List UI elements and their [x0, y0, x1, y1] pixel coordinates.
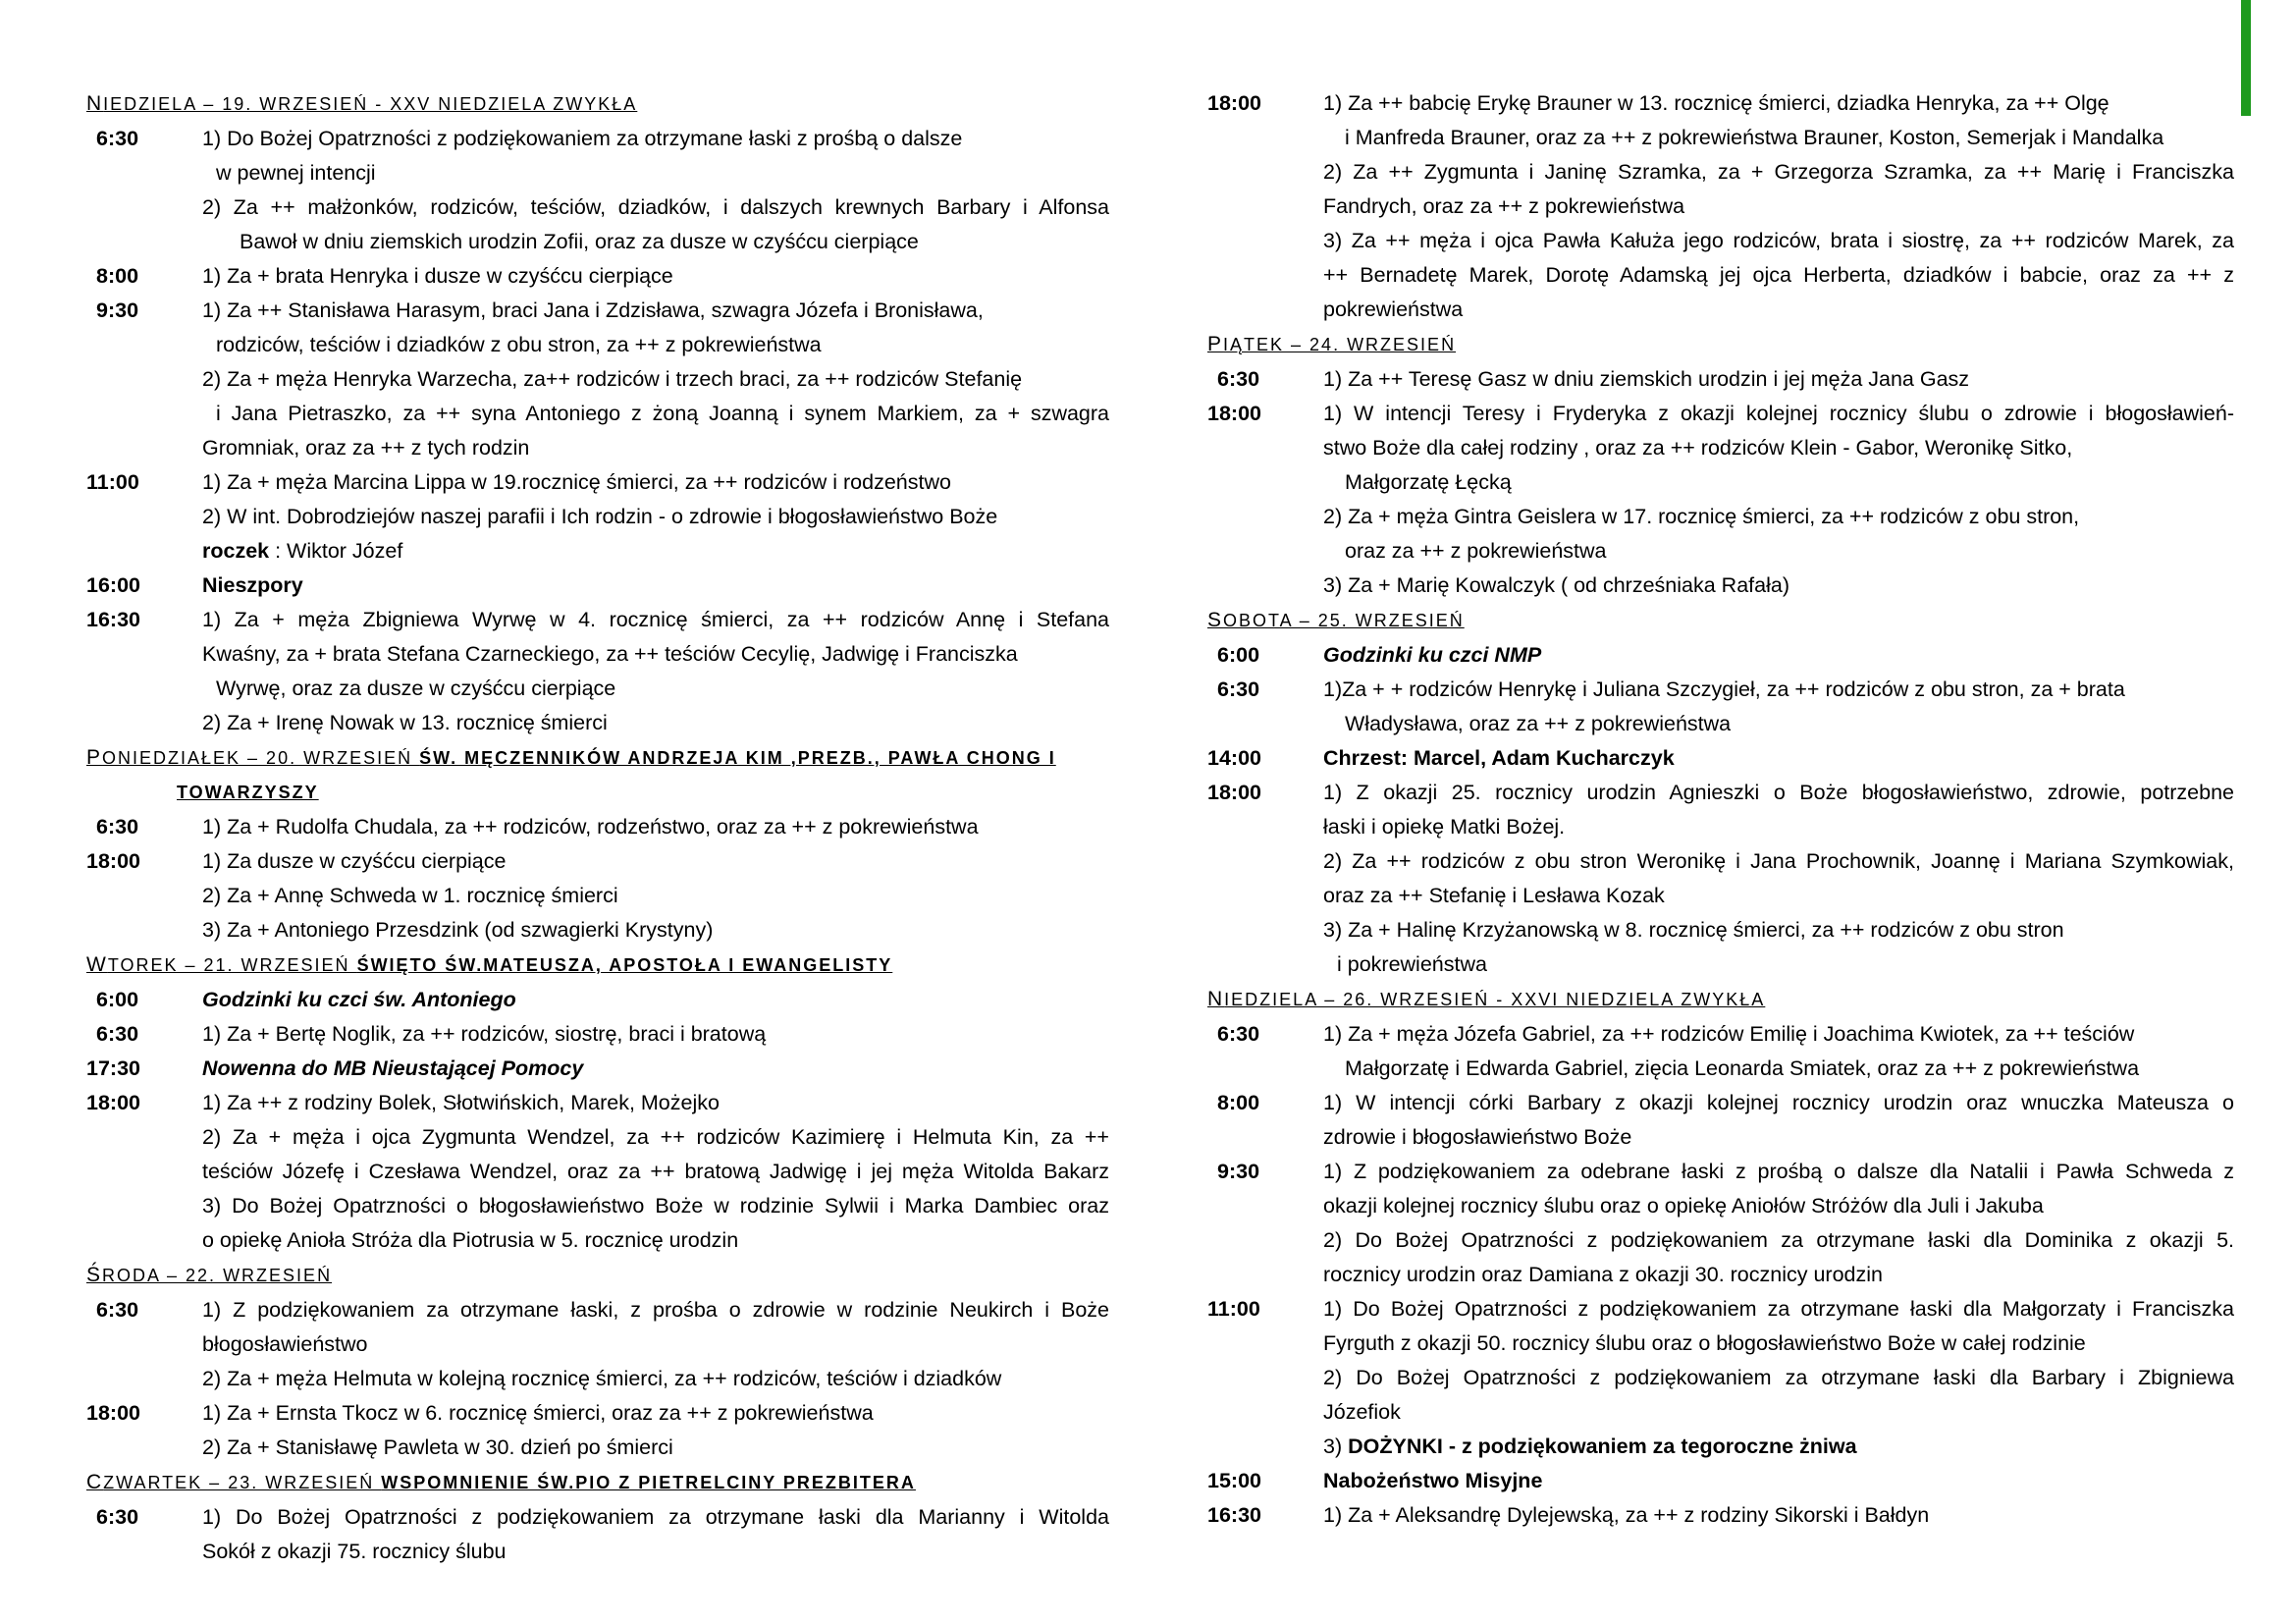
- intention-line: [202, 913, 1109, 947]
- intention-text: 1) Za dusze w czyśćcu cierpiące: [202, 849, 507, 873]
- intention-line: [202, 259, 1109, 294]
- mass-time: 8:00: [1217, 1091, 1260, 1114]
- intention-text: 2) Za + Stanisławę Pawleta w 30. dzień po śmierci: [202, 1435, 673, 1459]
- intention-text: 1) W intencji córki Barbary z okazji kolejnej rocznicy urodzin oraz wnuczka Mateusza o: [1323, 1091, 2234, 1114]
- intention-line: [202, 1293, 1109, 1327]
- mass-time: 16:00: [86, 573, 140, 597]
- header-text: S: [1207, 609, 1224, 631]
- mass-time: 16:30: [86, 608, 140, 631]
- mass-entry: [86, 1017, 1109, 1052]
- day-header: [86, 947, 1109, 983]
- mass-intentions: [202, 294, 1109, 465]
- mass-time: 18:00: [86, 1401, 140, 1425]
- intention-text: Sokół z okazji 75. rocznicy ślubu: [202, 1540, 507, 1563]
- mass-time: 11:00: [86, 470, 139, 494]
- intention-text: 2) Za + Annę Schweda w 1. rocznicę śmierci: [202, 884, 618, 907]
- intention-text: i Manfreda Brauner, oraz za ++ z pokrewieństwa Brauner, Koston, Semerjak i Mandalka: [1345, 126, 2164, 149]
- header-text: ŚW. MĘCZENNIKÓW ANDRZEJA KIM ,PREZB., PAWŁA CHONG I: [419, 748, 1056, 768]
- mass-time: 6:30: [96, 1505, 139, 1529]
- mass-time: 14:00: [1207, 746, 1261, 770]
- mass-entry: [86, 1396, 1109, 1465]
- header-text: P: [86, 746, 103, 769]
- right-column: [1207, 86, 2234, 1533]
- mass-intentions: [1323, 741, 2234, 776]
- mass-intentions: [202, 1086, 1109, 1258]
- mass-time: 18:00: [86, 1091, 140, 1114]
- mass-entry: [86, 983, 1109, 1017]
- mass-time: 18:00: [1207, 402, 1261, 425]
- header-text: IEDZIELA – 26. WRZESIEŃ - XXVI NIEDZIELA ZWYKŁA: [1224, 990, 1766, 1009]
- intention-line: [202, 879, 1109, 913]
- day-header: [1207, 327, 2234, 362]
- mass-entry: [1207, 1464, 2234, 1498]
- intention-line: [202, 1500, 1109, 1535]
- mass-time: 6:30: [96, 127, 139, 150]
- intention-line: [202, 362, 1109, 397]
- intention-text: 2) W int. Dobrodziejów naszej parafii i Ich rodzin - o zdrowie i błogosławieństwo Boże: [202, 505, 998, 528]
- mass-time: 9:30: [96, 298, 139, 322]
- intention-line: [1323, 293, 2234, 327]
- mass-intentions: [1323, 86, 2234, 327]
- mass-time: 15:00: [1207, 1469, 1261, 1492]
- mass-intentions: [1323, 1017, 2234, 1086]
- intention-line: [202, 1017, 1109, 1052]
- intention-text: Nowenna do MB Nieustającej Pomocy: [202, 1056, 584, 1080]
- header-text: OBOTA – 25. WRZESIEŃ: [1223, 611, 1465, 630]
- intention-line: [1323, 1292, 2234, 1326]
- header-text: IEDZIELA – 19. WRZESIEŃ - XXV NIEDZIELA ZWYKŁA: [103, 94, 638, 114]
- intention-text: 2) Za + Irenę Nowak w 13. rocznicę śmierci: [202, 711, 608, 734]
- mass-time: 6:00: [96, 988, 139, 1011]
- header-text: P: [1207, 333, 1224, 355]
- intention-line: [1323, 224, 2234, 258]
- header-text: RODA – 22. WRZESIEŃ: [102, 1266, 333, 1285]
- intention-text: 1) Za ++ babcię Erykę Brauner w 13. rocznicę śmierci, dziadka Henryka, za ++ Olgę: [1323, 91, 2109, 115]
- mass-entry: [1207, 1498, 2234, 1533]
- mass-entry: [86, 122, 1109, 259]
- intention-text: 1) Za ++ Teresę Gasz w dniu ziemskich urodzin i jej męża Jana Gasz: [1323, 367, 1970, 391]
- header-text: N: [86, 92, 104, 115]
- intention-text: 2) Za + męża Gintra Geislera w 17. rocznicę śmierci, za ++ rodziców z obu stron,: [1323, 505, 2080, 528]
- mass-intentions: [202, 1500, 1109, 1569]
- intention-text: 1) Za + brata Henryka i dusze w czyśćcu cierpiące: [202, 264, 673, 288]
- mass-entry: [86, 603, 1109, 740]
- mass-time: 6:00: [1217, 643, 1260, 667]
- header-text: TOREK – 21. WRZESIEŃ: [107, 955, 357, 975]
- intention-line: [202, 225, 1109, 259]
- intention-text: Małgorzatę Łęcką: [1345, 470, 1512, 494]
- mass-intentions: [1323, 638, 2234, 673]
- mass-entry: [1207, 1292, 2234, 1464]
- day-header: [86, 1258, 1109, 1293]
- mass-entry: [86, 1052, 1109, 1086]
- intention-line: [1323, 1361, 2234, 1395]
- intention-text: 2) Za ++ Zygmunta i Janinę Szramka, za + Grzegorza Szramka, za ++ Marię i Franciszka: [1323, 160, 2234, 184]
- mass-time: 16:30: [1207, 1503, 1261, 1527]
- intention-line: [1323, 362, 2234, 397]
- header-text: ONIEDZIAŁEK – 20. WRZESIEŃ: [102, 748, 420, 768]
- mass-intentions: [202, 603, 1109, 740]
- mass-time: 6:30: [96, 1298, 139, 1322]
- intention-line: [1323, 86, 2234, 121]
- intention-line: [1323, 155, 2234, 189]
- intention-text: 2) Za ++ rodziców z obu stron Weronikę i Jana Prochownik, Joannę i Mariana Szymkowiak,: [1323, 849, 2234, 873]
- mass-time: 8:00: [96, 264, 139, 288]
- mass-time: 6:30: [1217, 1022, 1260, 1046]
- intention-text: 1) Z okazji 25. rocznicy urodzin Agnieszki o Boże błogosławieństwo, zdrowie, potrzebne: [1323, 781, 2234, 804]
- intention-text: 1) Za + męża Marcina Lippa w 19.rocznicę śmierci, za ++ rodziców i rodzeństwo: [202, 470, 951, 494]
- intention-line: [1323, 1052, 2234, 1086]
- mass-time: 6:30: [96, 1022, 139, 1046]
- intention-text: błogosławieństwo: [202, 1332, 368, 1356]
- intention-text: łaski i opiekę Matki Bożej.: [1323, 815, 1566, 839]
- intention-line: [202, 983, 1109, 1017]
- intention-line: [202, 810, 1109, 844]
- intention-text: 2) Do Bożej Opatrzności z podziękowaniem za otrzymane łaski dla Barbary i Zbigniewa: [1323, 1366, 2234, 1389]
- intention-text: stwo Boże dla całej rodziny , oraz za ++ rodziców Klein - Gabor, Weronikę Sitko,: [1323, 436, 2073, 460]
- intention-line: [202, 1189, 1109, 1223]
- intention-text: Małgorzatę i Edwarda Gabriel, zięcia Leonarda Smiatek, oraz za ++ z pokrewieństwa: [1345, 1056, 2140, 1080]
- intention-line: [202, 190, 1109, 225]
- mass-time: 18:00: [1207, 781, 1261, 804]
- mass-time: 18:00: [86, 849, 140, 873]
- mass-time: 9:30: [1217, 1160, 1260, 1183]
- intention-line: [1323, 1395, 2234, 1430]
- intention-text: 1) Za + Ernsta Tkocz w 6. rocznicę śmierci, oraz za ++ z pokrewieństwa: [202, 1401, 874, 1425]
- mass-entry: [1207, 741, 2234, 776]
- intention-line: [1323, 707, 2234, 741]
- mass-intentions: [1323, 776, 2234, 982]
- intention-line: [202, 431, 1109, 465]
- mass-entry: [1207, 638, 2234, 673]
- left-column: [86, 86, 1109, 1569]
- mass-entry: [86, 844, 1109, 947]
- intention-text: Fandrych, oraz za ++ z pokrewieństwa: [1323, 194, 1685, 218]
- intention-line: [1323, 879, 2234, 913]
- intention-line: [202, 1431, 1109, 1465]
- intention-text: okazji kolejnej rocznicy ślubu oraz o opiekę Aniołów Stróżów dla Juli i Jakuba: [1323, 1194, 2044, 1218]
- mass-time: 17:30: [86, 1056, 140, 1080]
- intention-line: [202, 844, 1109, 879]
- mass-intentions: [1323, 362, 2234, 397]
- intention-text: 2) Za ++ małżonków, rodziców, teściów, dziadków, i dalszych krewnych Barbary i Alfonsa: [202, 195, 1109, 219]
- intention-text: ++ Bernadetę Marek, Dorotę Adamską jej ojca Herberta, dziadków i babcie, oraz za ++ z: [1323, 263, 2234, 287]
- intention-text: oraz za ++ Stefanię i Lesława Kozak: [1323, 884, 1665, 907]
- intention-text: 3) Do Bożej Opatrzności o błogosławieństwo Boże w rodzinie Sylwii i Marka Dambiec oraz: [202, 1194, 1109, 1218]
- mass-entry: [86, 294, 1109, 465]
- intention-line: [1323, 1498, 2234, 1533]
- day-header: [86, 1465, 1109, 1500]
- intention-text: pokrewieństwa: [1323, 298, 1464, 321]
- day-header: [86, 776, 1109, 810]
- intention-line: [1323, 1155, 2234, 1189]
- intention-line: [1323, 568, 2234, 603]
- intention-line: [202, 1155, 1109, 1189]
- mass-time: 11:00: [1207, 1297, 1260, 1321]
- intention-text: 1) Z podziękowaniem za odebrane łaski z prośbą o dalsze dla Natalii i Pawła Schweda z: [1323, 1160, 2234, 1183]
- day-header: [86, 740, 1109, 776]
- intention-line: [202, 156, 1109, 190]
- intention-text: 3) Za + Marię Kowalczyk ( od chrześniaka Rafała): [1323, 573, 1789, 597]
- mass-intentions: [1323, 1086, 2234, 1155]
- mass-entry: [1207, 673, 2234, 741]
- intention-text: 1) Do Bożej Opatrzności z podziękowaniem za otrzymane łaski dla Małgorzaty i Franciszka: [1323, 1297, 2234, 1321]
- intention-line: [1323, 741, 2234, 776]
- mass-time: 6:30: [1217, 367, 1260, 391]
- intention-line: [1323, 1464, 2234, 1498]
- intention-text: 1) W intencji Teresy i Fryderyka z okazji kolejnej rocznicy ślubu o zdrowie i błogosławień-: [1323, 402, 2234, 425]
- intention-text: 1) Za + męża Zbigniewa Wyrwę w 4. rocznicę śmierci, za ++ rodziców Annę i Stefana: [202, 608, 1109, 631]
- mass-entry: [1207, 362, 2234, 397]
- intention-text: Kwaśny, za + brata Stefana Czarneckiego, za ++ teściów Cecylię, Jadwigę i Franciszka: [202, 642, 1018, 666]
- intention-text: Nieszpory: [202, 573, 303, 597]
- header-text: ŚWIĘTO ŚW.MATEUSZA, APOSTOŁA I EWANGELISTY: [356, 955, 893, 975]
- intention-line: [1323, 121, 2234, 155]
- intention-line: [1323, 1086, 2234, 1120]
- mass-entry: [1207, 397, 2234, 603]
- intention-line: [202, 603, 1109, 637]
- intention-line: [1323, 1258, 2234, 1292]
- intention-text: i pokrewieństwa: [1337, 952, 1487, 976]
- intention-text: 1) Za + Rudolfa Chudala, za ++ rodziców, rodzeństwo, oraz za ++ z pokrewieństwa: [202, 815, 979, 839]
- intention-text: DOŻYNKI - z podziękowaniem za tegoroczne żniwa: [1348, 1435, 1857, 1458]
- intention-text: 1) Do Bożej Opatrzności z podziękowaniem za otrzymane łaski z prośbą o dalsze: [202, 127, 963, 150]
- intention-line: [202, 1052, 1109, 1086]
- mass-intentions: [1323, 397, 2234, 603]
- mass-intentions: [1323, 1155, 2234, 1292]
- intention-line: [202, 706, 1109, 740]
- intention-line: [1323, 638, 2234, 673]
- intention-line: [202, 637, 1109, 672]
- intention-text: Gromniak, oraz za ++ z tych rodzin: [202, 436, 530, 460]
- intention-text: 1) Za ++ Stanisława Harasym, braci Jana i Zdzisława, szwagra Józefa i Bronisława,: [202, 298, 984, 322]
- intention-text: Wyrwę, oraz za dusze w czyśćcu cierpiące: [216, 677, 616, 700]
- header-text: IĄTEK – 24. WRZESIEŃ: [1223, 335, 1457, 354]
- intention-line: [1323, 534, 2234, 568]
- intention-text: 3): [1323, 1435, 1349, 1458]
- mass-intentions: [202, 810, 1109, 844]
- intention-text: 2) Za + męża Henryka Warzecha, za++ rodziców i trzech braci, za ++ rodziców Stefanię: [202, 367, 1023, 391]
- intention-text: 2) Za + męża Helmuta w kolejną rocznicę śmierci, za ++ rodziców, teściów i dziadków: [202, 1367, 1002, 1390]
- header-text: TOWARZYSZY: [177, 783, 319, 802]
- intention-text: 1) Za ++ z rodziny Bolek, Słotwińskich, Marek, Możejko: [202, 1091, 720, 1114]
- intention-line: [1323, 189, 2234, 224]
- intention-line: [202, 1396, 1109, 1431]
- intention-line: [202, 534, 1109, 568]
- mass-intentions: [202, 122, 1109, 259]
- intention-text: Józefiok: [1323, 1400, 1401, 1424]
- intention-text: 2) Do Bożej Opatrzności z podziękowaniem za otrzymane łaski dla Dominika z okazji 5.: [1323, 1228, 2234, 1252]
- green-accent-bar: [2241, 0, 2251, 116]
- intention-text: 1) Za + Aleksandrę Dylejewską, za ++ z rodziny Sikorski i Bałdyn: [1323, 1503, 1930, 1527]
- intention-line: [202, 397, 1109, 431]
- intention-line: [1323, 673, 2234, 707]
- intention-text: Chrzest: Marcel, Adam Kucharczyk: [1323, 746, 1675, 770]
- mass-entry: [86, 568, 1109, 603]
- intention-text: 1) Z podziękowaniem za otrzymane łaski, z prośba o zdrowie w rodzinie Neukirch i Boże: [202, 1298, 1109, 1322]
- intention-line: [202, 1362, 1109, 1396]
- intention-text: o opiekę Anioła Stróża dla Piotrusia w 5. rocznicę urodzin: [202, 1228, 739, 1252]
- mass-entry: [1207, 1086, 2234, 1155]
- mass-entry: [86, 259, 1109, 294]
- intention-line: [1323, 810, 2234, 844]
- intention-line: [1323, 947, 2234, 982]
- intention-line: [1323, 500, 2234, 534]
- mass-intentions: [202, 1396, 1109, 1465]
- intention-text: teściów Józefę i Czesława Wendzel, oraz za ++ bratową Jadwigę i jej męża Witolda Bakarz: [202, 1160, 1109, 1183]
- mass-time: 6:30: [1217, 677, 1260, 701]
- day-header: [1207, 603, 2234, 638]
- mass-intentions: [202, 1293, 1109, 1396]
- mass-intentions: [202, 465, 1109, 568]
- mass-intentions: [202, 1017, 1109, 1052]
- intention-text: rocznicy urodzin oraz Damiana z okazji 30. rocznicy urodzin: [1323, 1263, 1883, 1286]
- intention-line: [1323, 1430, 2234, 1464]
- intention-text: 1)Za + + rodziców Henrykę i Juliana Szczygieł, za ++ rodziców z obu stron, za + brata: [1323, 677, 2125, 701]
- intention-text: 3) Za ++ męża i ojca Pawła Kałuża jego rodziców, brata i siostrę, za ++ rodziców Marek, za: [1323, 229, 2234, 252]
- intention-text: 3) Za + Antoniego Przesdzink (od szwagierki Krystyny): [202, 918, 714, 942]
- intention-text: Nabożeństwo Misyjne: [1323, 1469, 1543, 1492]
- intention-line: [1323, 431, 2234, 465]
- header-text: ZWARTEK – 23. WRZESIEŃ: [103, 1473, 382, 1492]
- intention-text: oraz za ++ z pokrewieństwa: [1345, 539, 1607, 563]
- header-text: N: [1207, 988, 1225, 1010]
- intention-line: [1323, 844, 2234, 879]
- mass-intentions: [1323, 1292, 2234, 1464]
- intention-line: [202, 1120, 1109, 1155]
- intention-text: Godzinki ku czci św. Antoniego: [202, 988, 516, 1011]
- intention-text: roczek: [202, 539, 270, 563]
- mass-intentions: [202, 983, 1109, 1017]
- mass-intentions: [1323, 673, 2234, 741]
- mass-entry: [1207, 86, 2234, 327]
- intention-line: [1323, 397, 2234, 431]
- intention-line: [1323, 258, 2234, 293]
- intention-text: zdrowie i błogosławieństwo Boże: [1323, 1125, 1632, 1149]
- intention-line: [202, 1223, 1109, 1258]
- mass-entry: [1207, 1155, 2234, 1292]
- mass-entry: [86, 1500, 1109, 1569]
- header-text: WSPOMNIENIE ŚW.PIO Z PIETRELCINY PREZBITERA: [381, 1473, 916, 1492]
- mass-intentions: [1323, 1498, 2234, 1533]
- intention-line: [202, 328, 1109, 362]
- intention-text: : Wiktor Józef: [269, 539, 403, 563]
- mass-entry: [86, 465, 1109, 568]
- mass-time: 18:00: [1207, 91, 1261, 115]
- intention-line: [1323, 1120, 2234, 1155]
- intention-line: [202, 1086, 1109, 1120]
- intention-line: [202, 1535, 1109, 1569]
- intention-line: [1323, 465, 2234, 500]
- intention-text: 3) Za + Halinę Krzyżanowską w 8. rocznicę śmierci, za ++ rodziców z obu stron: [1323, 918, 2064, 942]
- day-header: [86, 86, 1109, 122]
- mass-intentions: [202, 259, 1109, 294]
- intention-line: [202, 1327, 1109, 1362]
- mass-intentions: [1323, 1464, 2234, 1498]
- mass-intentions: [202, 844, 1109, 947]
- intention-line: [1323, 1223, 2234, 1258]
- intention-text: 1) Za + Bertę Noglik, za ++ rodziców, siostrę, braci i bratową: [202, 1022, 767, 1046]
- intention-text: rodziców, teściów i dziadków z obu stron, za ++ z pokrewieństwa: [216, 333, 822, 356]
- intention-text: 2) Za + męża i ojca Zygmunta Wendzel, za ++ rodziców Kazimierę i Helmuta Kin, za ++: [202, 1125, 1109, 1149]
- mass-entry: [86, 1293, 1109, 1396]
- mass-entry: [1207, 776, 2234, 982]
- intention-text: Fyrguth z okazji 50. rocznicy ślubu oraz o błogosławieństwo Boże w całej rodzinie: [1323, 1331, 2086, 1355]
- intention-line: [202, 294, 1109, 328]
- intention-line: [202, 672, 1109, 706]
- mass-time: 6:30: [96, 815, 139, 839]
- intention-line: [202, 122, 1109, 156]
- day-header: [1207, 982, 2234, 1017]
- mass-intentions: [202, 1052, 1109, 1086]
- intention-text: Godzinki ku czci NMP: [1323, 643, 1542, 667]
- intention-line: [1323, 913, 2234, 947]
- intention-line: [202, 500, 1109, 534]
- mass-intentions: [202, 568, 1109, 603]
- header-text: Ś: [86, 1264, 103, 1286]
- intention-line: [1323, 1326, 2234, 1361]
- intention-line: [1323, 776, 2234, 810]
- intention-text: Władysława, oraz za ++ z pokrewieństwa: [1345, 712, 1732, 735]
- intention-line: [1323, 1017, 2234, 1052]
- intention-text: w pewnej intencji: [216, 161, 376, 185]
- intention-text: 1) Do Bożej Opatrzności z podziękowaniem za otrzymane łaski dla Marianny i Witolda: [202, 1505, 1109, 1529]
- intention-line: [202, 568, 1109, 603]
- mass-entry: [86, 810, 1109, 844]
- intention-line: [202, 465, 1109, 500]
- mass-entry: [86, 1086, 1109, 1258]
- intention-text: 1) Za + męża Józefa Gabriel, za ++ rodziców Emilię i Joachima Kwiotek, za ++ teściów: [1323, 1022, 2135, 1046]
- intention-text: Bawoł w dniu ziemskich urodzin Zofii, oraz za dusze w czyśćcu cierpiące: [240, 230, 919, 253]
- intention-text: i Jana Pietraszko, za ++ syna Antoniego z żoną Joanną i synem Markiem, za + szwagra: [216, 402, 1109, 425]
- header-text: C: [86, 1471, 104, 1493]
- header-text: W: [86, 953, 108, 976]
- intention-line: [1323, 1189, 2234, 1223]
- mass-entry: [1207, 1017, 2234, 1086]
